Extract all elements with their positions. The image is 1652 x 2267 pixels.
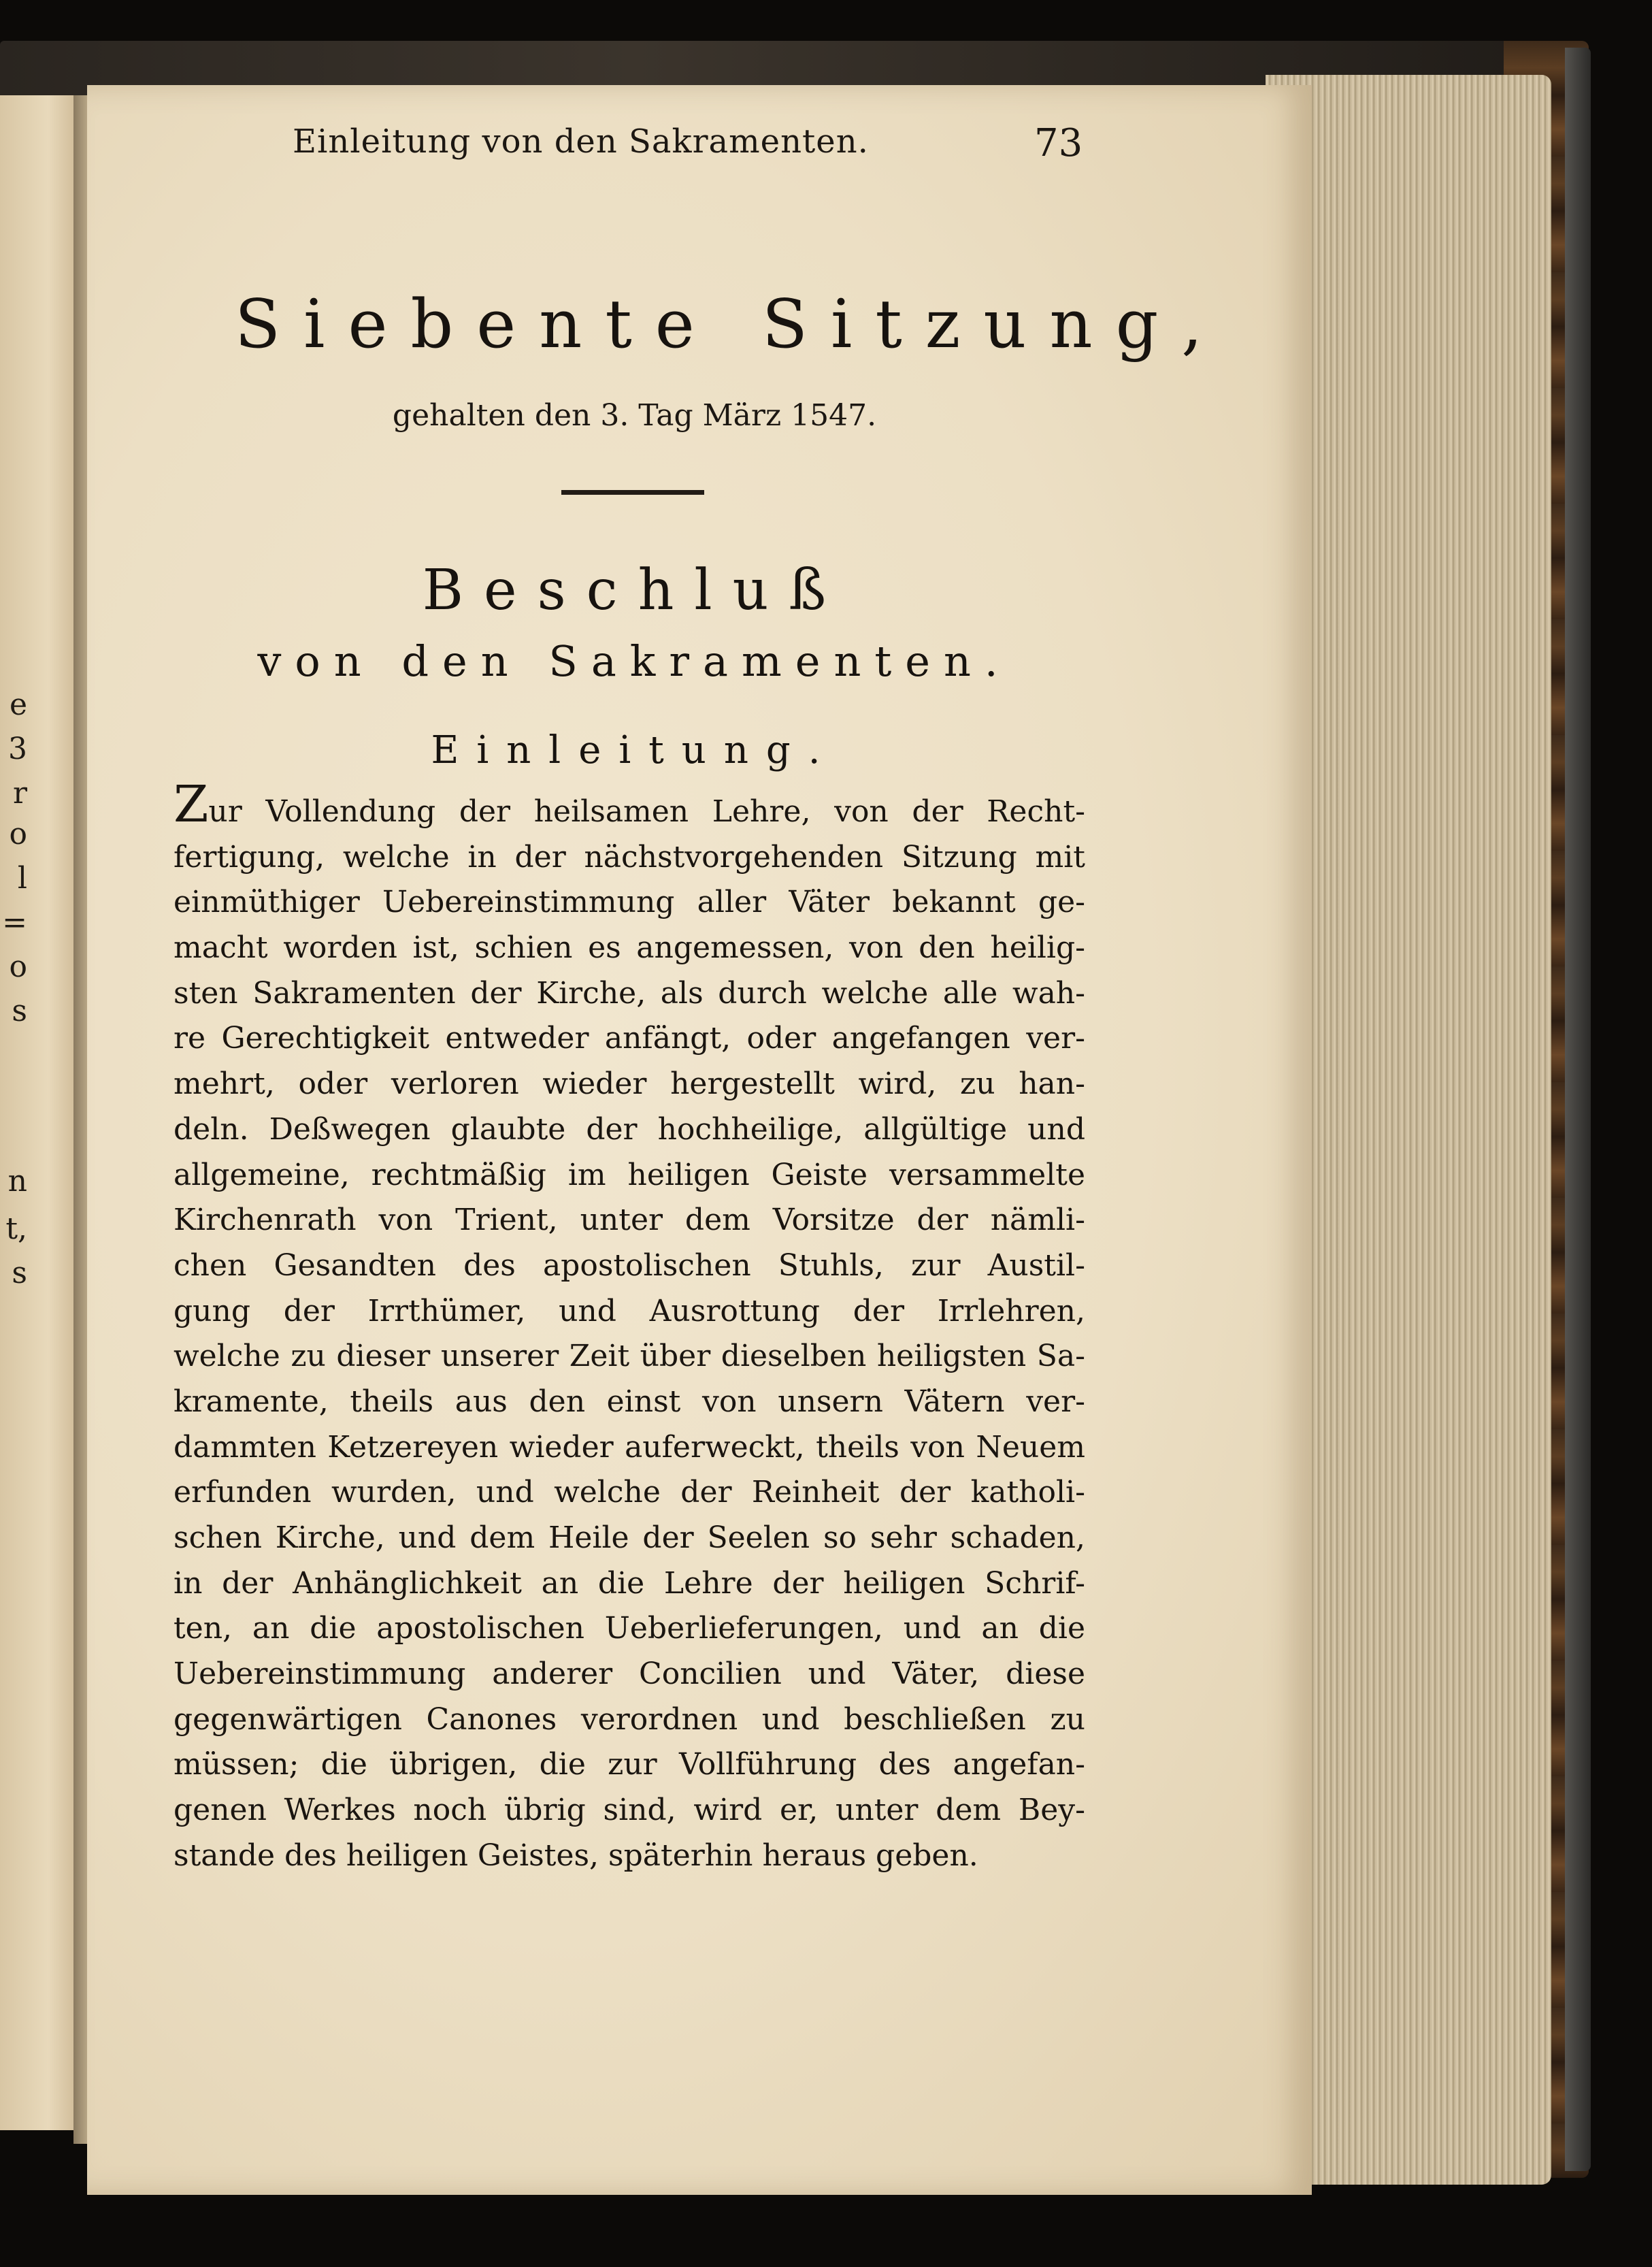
text-line: deln. Deßwegen glaubte der hochheilige, allgültige und bbox=[174, 1111, 1085, 1147]
text-line: ten, an die apostolischen Ueberlieferungen, und an die bbox=[174, 1611, 1085, 1646]
session-title: Siebente Sitzung, bbox=[235, 286, 1226, 363]
text-line: chen Gesandten des apostolischen Stuhls, zur Austil- bbox=[174, 1247, 1085, 1283]
text-line bbox=[174, 775, 1085, 835]
text-line: welche zu dieser unserer Zeit über dieselben heiligsten Sa- bbox=[174, 1339, 1085, 1374]
drop-cap: Z bbox=[174, 775, 209, 834]
page-number: 73 bbox=[1034, 121, 1083, 165]
left-page-fragment: e bbox=[9, 687, 27, 722]
text-line: gung der Irrthümer, und Ausrottung der Irrlehren, bbox=[174, 1293, 1085, 1328]
left-page-fragment: = bbox=[2, 905, 27, 940]
text-line: allgemeine, rechtmäßig im heiligen Geiste versammelte bbox=[174, 1157, 1085, 1192]
text-line: dammten Ketzereyen wieder auferweckt, theils von Neuem bbox=[174, 1429, 1085, 1465]
text-line: gegenwärtigen Canones verordnen und beschließen zu bbox=[174, 1701, 1085, 1737]
text-line: stande des heiligen Geistes, späterhin heraus geben. bbox=[174, 1838, 978, 1873]
left-page-fragment: r bbox=[12, 776, 27, 811]
introduction-heading: Einleitung. bbox=[431, 728, 838, 772]
session-date: gehalten den 3. Tag März 1547. bbox=[392, 398, 877, 433]
text-line: einmüthiger Uebereinstimmung aller Väter bekannt ge- bbox=[174, 885, 1085, 920]
text-line: macht worden ist, schien es angemessen, von den heilig- bbox=[174, 930, 1085, 966]
text-line: mehrt, oder verloren wieder hergestellt wird, zu han- bbox=[174, 1066, 1085, 1102]
left-page-fragment: 3 bbox=[8, 732, 27, 766]
running-title: Einleitung von den Sakramenten. bbox=[293, 123, 869, 161]
text-line: schen Kirche, und dem Heile der Seelen so sehr schaden, bbox=[174, 1520, 1085, 1555]
text-line: kramente, theils aus den einst von unsern Vätern ver- bbox=[174, 1384, 1085, 1419]
text-line: fertigung, welche in der nächstvorgehenden Sitzung mit bbox=[174, 839, 1085, 875]
text-line: müssen; die übrigen, die zur Vollführung des angefan- bbox=[174, 1747, 1085, 1782]
decree-subtitle: von den Sakramenten. bbox=[257, 636, 1012, 686]
left-page-fragment: o bbox=[9, 949, 27, 984]
left-page-edge bbox=[0, 95, 80, 2130]
text-line: Uebereinstimmung anderer Concilien und Väter, diese bbox=[174, 1657, 1085, 1692]
book-cover-edge bbox=[1565, 48, 1591, 2171]
left-page-fragment: t, bbox=[5, 1211, 27, 1246]
left-page-fragment: s bbox=[12, 1256, 27, 1290]
text-line: sten Sakramenten der Kirche, als durch welche alle wah- bbox=[174, 975, 1085, 1011]
left-page-fragment: l bbox=[17, 861, 27, 896]
left-page-fragment: o bbox=[9, 817, 27, 851]
text-line-rest: ur Vollendung der heilsamen Lehre, von der Recht- bbox=[208, 794, 1085, 829]
divider-rule bbox=[561, 490, 704, 495]
text-line: Kirchenrath von Trient, unter dem Vorsitze der nämli- bbox=[174, 1203, 1085, 1238]
decree-title: Beschluß bbox=[422, 558, 847, 623]
text-line: erfunden wurden, und welche der Reinheit der katholi- bbox=[174, 1475, 1085, 1510]
text-line: re Gerechtigkeit entweder anfängt, oder angefangen ver- bbox=[174, 1021, 1085, 1056]
left-page-fragment: n bbox=[7, 1164, 27, 1198]
text-line: genen Werkes noch übrig sind, wird er, unter dem Bey- bbox=[174, 1793, 1085, 1828]
body-paragraph bbox=[174, 775, 1085, 1879]
left-page-fragment: s bbox=[12, 994, 27, 1028]
text-line: in der Anhänglichkeit an die Lehre der heiligen Schrif- bbox=[174, 1565, 1085, 1601]
